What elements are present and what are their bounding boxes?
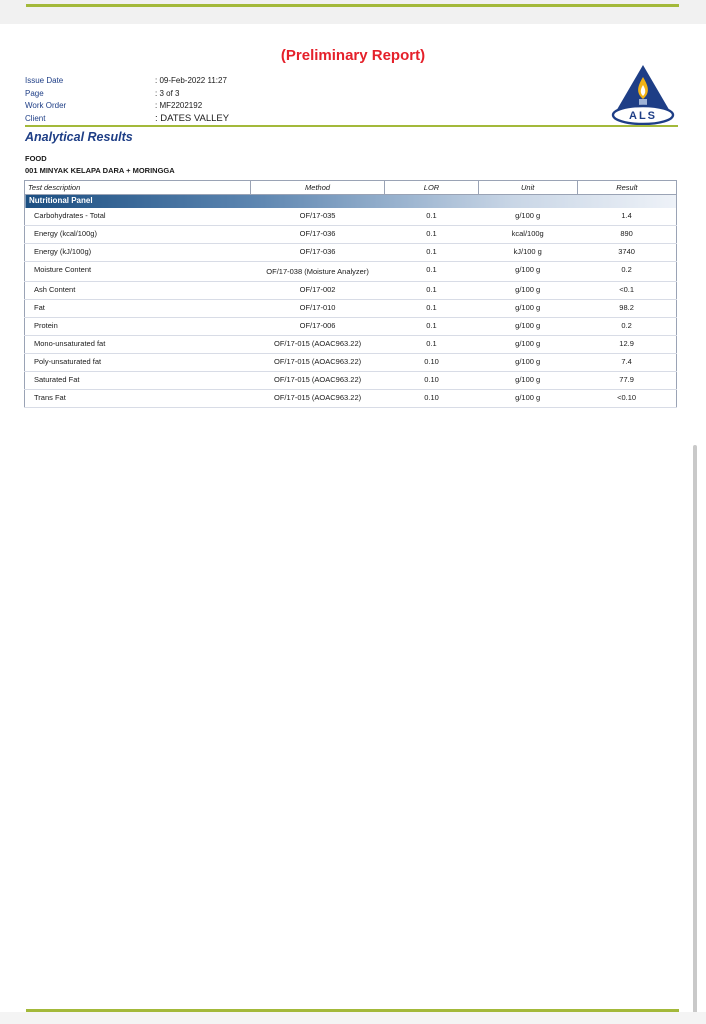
report-status-title: (Preliminary Report) bbox=[280, 47, 426, 64]
table-row bbox=[25, 282, 677, 300]
section-title: Analytical Results bbox=[25, 130, 133, 144]
cell-lor: 0.10 bbox=[385, 390, 478, 408]
table-row bbox=[25, 262, 677, 282]
cell-method: OF/17-006 bbox=[250, 318, 385, 336]
cell-lor: 0.1 bbox=[385, 282, 478, 300]
vertical-scrollbar[interactable] bbox=[693, 445, 697, 1015]
meta-label: Client bbox=[25, 113, 46, 123]
meta-value: : 09-Feb-2022 11:27 bbox=[155, 76, 227, 85]
header-lor: LOR bbox=[385, 181, 478, 195]
bottom-toolbar-strip bbox=[0, 1012, 706, 1024]
cell-description: Protein bbox=[25, 318, 251, 336]
results-table bbox=[24, 180, 677, 408]
cell-result: 98.2 bbox=[577, 300, 676, 318]
cell-lor: 0.10 bbox=[385, 354, 478, 372]
cell-description: Saturated Fat bbox=[25, 372, 251, 390]
meta-label: Page bbox=[25, 88, 44, 98]
cell-method: OF/17-035 bbox=[250, 208, 385, 226]
cell-unit: g/100 g bbox=[478, 300, 577, 318]
cell-description: Carbohydrates - Total bbox=[25, 208, 251, 226]
cell-lor: 0.1 bbox=[385, 262, 478, 282]
meta-value: : MF2202192 bbox=[155, 101, 203, 110]
cell-description: Ash Content bbox=[25, 282, 251, 300]
table-row bbox=[25, 336, 677, 354]
cell-method: OF/17-015 (AOAC963.22) bbox=[250, 390, 385, 408]
cell-lor: 0.1 bbox=[385, 336, 478, 354]
table-row bbox=[25, 372, 677, 390]
header-accent-rule bbox=[25, 125, 678, 127]
cell-method: OF/17-002 bbox=[250, 282, 385, 300]
cell-result: 7.4 bbox=[577, 354, 676, 372]
table-row bbox=[25, 244, 677, 262]
header-method: Method bbox=[250, 181, 385, 195]
table-row bbox=[25, 300, 677, 318]
meta-label: Work Order bbox=[25, 101, 67, 110]
cell-unit: g/100 g bbox=[478, 262, 577, 282]
cell-method: OF/17-015 (AOAC963.22) bbox=[250, 336, 385, 354]
meta-value: : 3 of 3 bbox=[155, 88, 180, 98]
cell-unit: g/100 g bbox=[478, 372, 577, 390]
header-description: Test description bbox=[25, 181, 251, 195]
cell-result: 0.2 bbox=[577, 318, 676, 336]
table-row bbox=[25, 226, 677, 244]
cell-result: 77.9 bbox=[577, 372, 676, 390]
cell-result: <0.10 bbox=[577, 390, 676, 408]
cell-method: OF/17-010 bbox=[250, 300, 385, 318]
cell-lor: 0.1 bbox=[385, 226, 478, 244]
cell-method: OF/17-036 bbox=[250, 226, 385, 244]
header-unit: Unit bbox=[478, 181, 577, 195]
cell-lor: 0.1 bbox=[385, 244, 478, 262]
cell-description: Trans Fat bbox=[25, 390, 251, 408]
cell-description: Energy (kcal/100g) bbox=[25, 226, 251, 244]
cell-unit: g/100 g bbox=[478, 208, 577, 226]
meta-value: : DATES VALLEY bbox=[155, 112, 230, 124]
cell-unit: g/100 g bbox=[478, 336, 577, 354]
table-row bbox=[25, 354, 677, 372]
cell-method: OF/17-015 (AOAC963.22) bbox=[250, 372, 385, 390]
table-row bbox=[25, 318, 677, 336]
cell-result: 1.4 bbox=[577, 208, 676, 226]
cell-method: OF/17-036 bbox=[250, 244, 385, 262]
cell-description: Poly-unsaturated fat bbox=[25, 354, 251, 372]
cell-lor: 0.10 bbox=[385, 372, 478, 390]
meta-label: Issue Date bbox=[25, 76, 64, 85]
cell-result: <0.1 bbox=[577, 282, 676, 300]
cell-lor: 0.1 bbox=[385, 300, 478, 318]
panel-row bbox=[25, 195, 677, 209]
cell-unit: g/100 g bbox=[478, 282, 577, 300]
cell-unit: g/100 g bbox=[478, 390, 577, 408]
cell-unit: g/100 g bbox=[478, 318, 577, 336]
top-accent-rule bbox=[26, 4, 679, 7]
category-label: FOOD bbox=[25, 154, 47, 163]
cell-unit: kcal/100g bbox=[478, 226, 577, 244]
cell-unit: g/100 g bbox=[478, 354, 577, 372]
table-row bbox=[25, 390, 677, 408]
cell-result: 890 bbox=[577, 226, 676, 244]
logo-text: ALS bbox=[629, 110, 657, 122]
cell-description: Moisture Content bbox=[25, 262, 251, 282]
cell-unit: kJ/100 g bbox=[478, 244, 577, 262]
cell-lor: 0.1 bbox=[385, 318, 478, 336]
cell-result: 0.2 bbox=[577, 262, 676, 282]
sample-label: 001 MINYAK KELAPA DARA + MORINGGA bbox=[25, 166, 175, 175]
table-header-row bbox=[25, 181, 677, 195]
cell-description: Energy (kJ/100g) bbox=[25, 244, 251, 262]
header-result: Result bbox=[577, 181, 676, 195]
panel-label: Nutritional Panel bbox=[25, 195, 677, 209]
cell-method: OF/17-015 (AOAC963.22) bbox=[250, 354, 385, 372]
cell-result: 12.9 bbox=[577, 336, 676, 354]
table-row bbox=[25, 208, 677, 226]
cell-description: Fat bbox=[25, 300, 251, 318]
cell-result: 3740 bbox=[577, 244, 676, 262]
cell-description: Mono-unsaturated fat bbox=[25, 336, 251, 354]
als-logo-icon bbox=[611, 63, 675, 127]
cell-method: OF/17-038 (Moisture Analyzer) bbox=[250, 262, 385, 282]
cell-lor: 0.1 bbox=[385, 208, 478, 226]
